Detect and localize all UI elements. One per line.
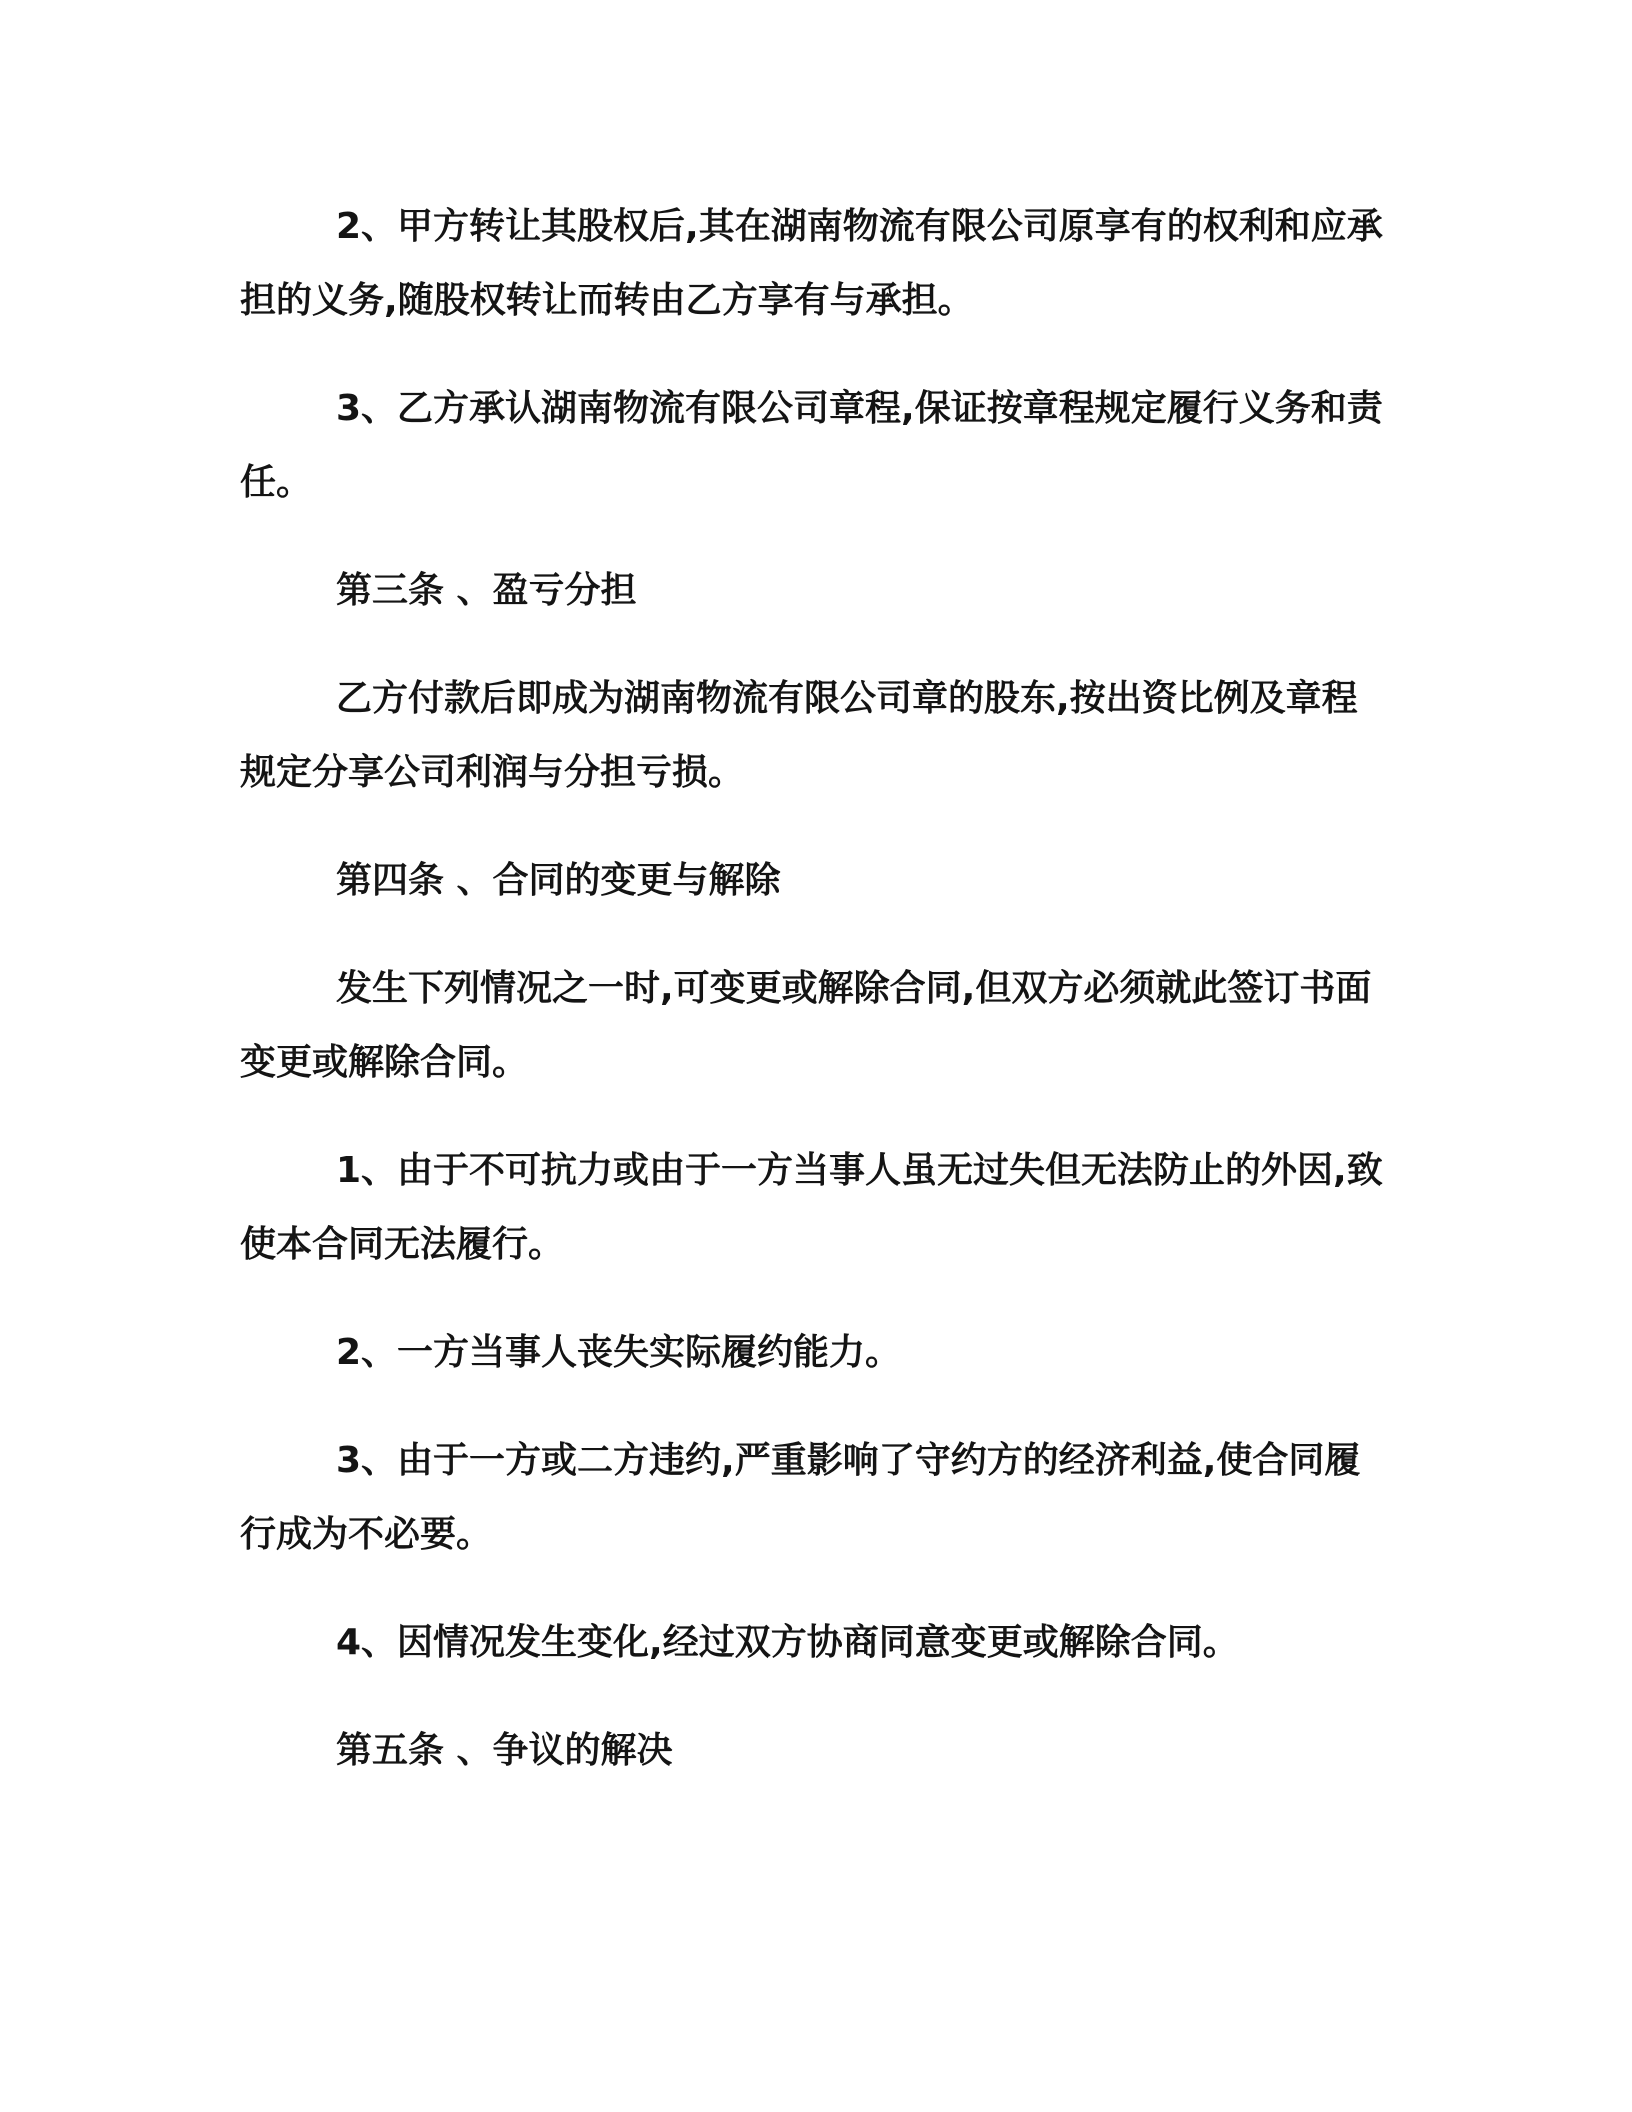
paragraph-force-majeure: 1、由于不可抗力或由于一方当事人虽无过失但无法防止的外因,致使本合同无法履行。 bbox=[240, 1150, 1383, 1265]
document-body bbox=[240, 190, 1385, 1822]
paragraph-accept-articles: 3、乙方承认湖南物流有限公司章程,保证按章程规定履行义务和责任。 bbox=[240, 388, 1383, 503]
paragraph-loss-capacity: 2、一方当事人丧失实际履约能力。 bbox=[336, 1332, 902, 1373]
paragraph-mutual-agreement: 4、因情况发生变化,经过双方协商同意变更或解除合同。 bbox=[336, 1622, 1239, 1663]
paragraph-profit-loss: 乙方付款后即成为湖南物流有限公司章的股东,按出资比例及章程规定分享公司利润与分担亏损。 bbox=[240, 678, 1358, 793]
paragraph-breach: 3、由于一方或二方违约,严重影响了守约方的经济利益,使合同履行成为不必要。 bbox=[240, 1440, 1361, 1555]
paragraph-share-transfer-rights: 2、甲方转让其股权后,其在湖南物流有限公司原享有的权利和应承担的义务,随股权转让而转由乙方享有与承担。 bbox=[240, 206, 1383, 321]
paragraph-change-conditions: 发生下列情况之一时,可变更或解除合同,但双方必须就此签订书面变更或解除合同。 bbox=[240, 968, 1372, 1083]
heading-article-4: 第四条 、合同的变更与解除 bbox=[336, 860, 781, 901]
heading-article-5: 第五条 、争议的解决 bbox=[336, 1730, 673, 1771]
heading-article-3: 第三条 、盈亏分担 bbox=[336, 570, 637, 611]
